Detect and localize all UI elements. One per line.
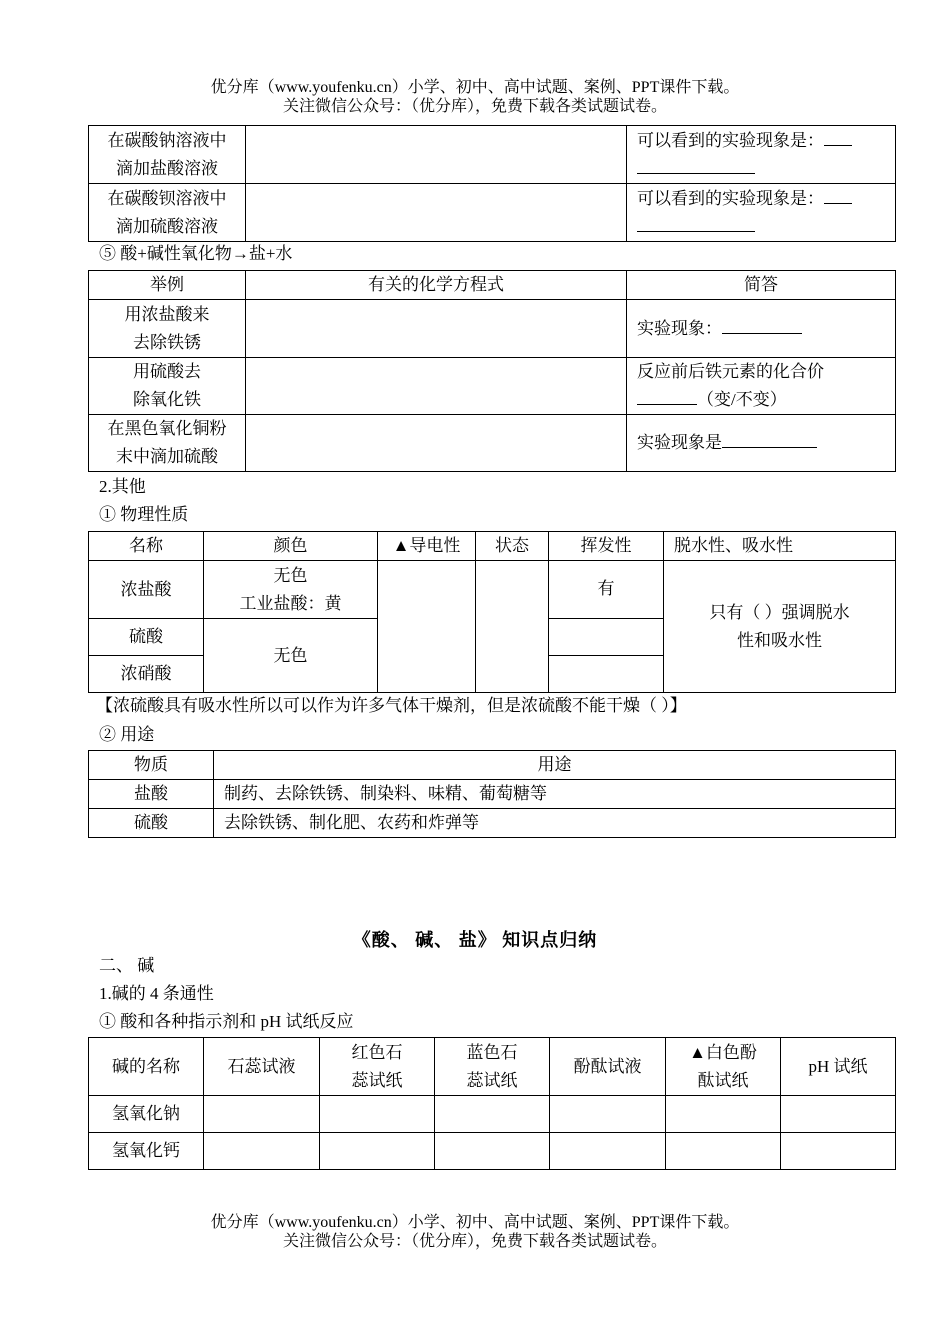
name-cell: 浓硝酸 <box>89 656 204 693</box>
table-row <box>89 1133 896 1170</box>
column-header: 酚酞试液 <box>550 1038 666 1096</box>
substance-cell: 盐酸 <box>89 780 214 809</box>
example-cell: 用浓盐酸来 去除铁锈 <box>89 300 246 358</box>
column-header: 举例 <box>89 271 246 300</box>
section-uses: ② 用途 <box>99 725 155 744</box>
name-cell: 硫酸 <box>89 619 204 656</box>
footer-line-2: 关注微信公众号：（优分库），免费下载各类试题试卷。 <box>282 1233 667 1250</box>
table-header-row <box>89 532 896 561</box>
table-base-indicators <box>88 1037 896 1170</box>
table-row <box>89 780 896 809</box>
column-header: 状态 <box>476 532 549 561</box>
table-header-row <box>89 271 896 300</box>
table-row <box>89 184 896 242</box>
column-header: 名称 <box>89 532 204 561</box>
column-header: 物质 <box>89 751 214 780</box>
table-row <box>89 358 896 415</box>
section-base-properties: 1.碱的 4 条通性 <box>99 984 214 1003</box>
page-header <box>0 78 950 116</box>
table-row <box>89 561 896 619</box>
column-header: 有关的化学方程式 <box>246 271 627 300</box>
equation-cell <box>246 415 627 472</box>
column-header: pH 试纸 <box>781 1038 896 1096</box>
answer-cell: 可以看到的实验现象是： <box>627 184 896 242</box>
table-header-row <box>89 751 896 780</box>
volatility-cell <box>549 619 664 656</box>
answer-cell: 实验现象是 <box>627 415 896 472</box>
state-cell <box>476 561 549 693</box>
footer-line-1: 优分库（www.youfenku.cn）小学、初中、高中试题、案例、PPT课件下载。 <box>210 1214 740 1231</box>
column-header: 简答 <box>627 271 896 300</box>
answer-cell: 反应前后铁元素的化合价 （变/不变） <box>627 358 896 415</box>
column-header: 脱水性、吸水性 <box>664 532 896 561</box>
column-header: ▲白色酚 酞试纸 <box>666 1038 781 1096</box>
example-cell: 用硫酸去 除氧化铁 <box>89 358 246 415</box>
table-row <box>89 126 896 184</box>
table-uses <box>88 750 896 838</box>
column-header: 用途 <box>214 751 896 780</box>
answer-cell: 可以看到的实验现象是： <box>627 126 896 184</box>
example-cell: 在碳酸钠溶液中 滴加盐酸溶液 <box>89 126 246 184</box>
conductivity-cell <box>378 561 476 693</box>
column-header: 颜色 <box>204 532 378 561</box>
column-header: ▲导电性 <box>378 532 476 561</box>
equation-cell <box>246 126 627 184</box>
table-physical-properties <box>88 531 896 693</box>
use-cell: 制药、去除铁锈、制染料、味精、葡萄糖等 <box>214 780 896 809</box>
base-name-cell: 氢氧化钙 <box>89 1133 204 1170</box>
note-concentrated-sulfuric: 【浓硫酸具有吸水性所以可以作为许多气体干燥剂，但是浓硫酸不能干燥（ ）】 <box>96 696 687 715</box>
base-name-cell: 氢氧化钠 <box>89 1096 204 1133</box>
equation-cell <box>246 300 627 358</box>
column-header: 石蕊试液 <box>204 1038 320 1096</box>
substance-cell: 硫酸 <box>89 809 214 838</box>
table-row <box>89 809 896 838</box>
table-acid-basic-oxide <box>88 270 896 472</box>
column-header: 碱的名称 <box>89 1038 204 1096</box>
section-indicator: ① 酸和各种指示剂和 pH 试纸反应 <box>99 1012 354 1031</box>
table-row <box>89 300 896 358</box>
example-cell: 在黑色氧化铜粉 末中滴加硫酸 <box>89 415 246 472</box>
dehydration-cell: 只有（ ）强调脱水 性和吸水性 <box>664 561 896 693</box>
column-header: 挥发性 <box>549 532 664 561</box>
equation-cell <box>246 184 627 242</box>
name-cell: 浓盐酸 <box>89 561 204 619</box>
answer-cell: 实验现象： <box>627 300 896 358</box>
header-line-1: 优分库（www.youfenku.cn）小学、初中、高中试题、案例、PPT课件下载。 <box>210 79 740 96</box>
volatility-cell <box>549 656 664 693</box>
use-cell: 去除铁锈、制化肥、农药和炸弹等 <box>214 809 896 838</box>
example-cell: 在碳酸钡溶液中 滴加硫酸溶液 <box>89 184 246 242</box>
color-cell: 无色 工业盐酸：黄 <box>204 561 378 619</box>
table-row <box>89 1096 896 1133</box>
section-acid-basic-oxide: ⑤ 酸+碱性氧化物→盐+水 <box>99 244 293 263</box>
column-header: 蓝色石 蕊试纸 <box>435 1038 550 1096</box>
page-title: 《酸、 碱、 盐》 知识点归纳 <box>352 930 598 950</box>
section-physical-properties: ① 物理性质 <box>99 505 189 524</box>
color-cell: 无色 <box>204 619 378 693</box>
page-footer <box>0 1213 950 1251</box>
table-header-row <box>89 1038 896 1096</box>
column-header: 红色石 蕊试纸 <box>320 1038 435 1096</box>
table-row <box>89 415 896 472</box>
section-other: 2.其他 <box>99 477 146 496</box>
section-base: 二、 碱 <box>99 956 155 975</box>
volatility-cell: 有 <box>549 561 664 619</box>
equation-cell <box>246 358 627 415</box>
table-carbonate-reactions <box>88 125 896 242</box>
header-line-2: 关注微信公众号：（优分库），免费下载各类试题试卷。 <box>282 98 667 115</box>
